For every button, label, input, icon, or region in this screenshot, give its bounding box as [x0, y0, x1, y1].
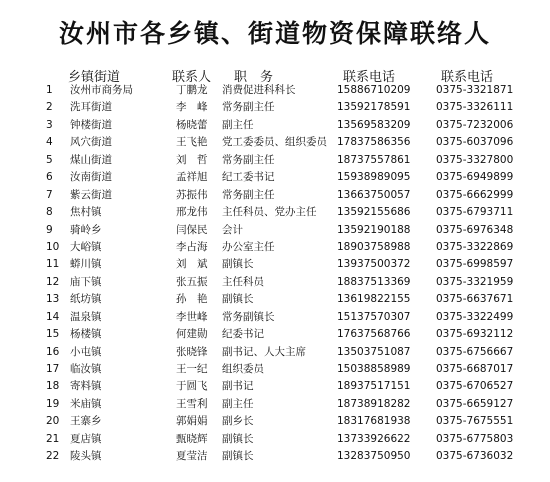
row-street: 寄料镇: [70, 380, 102, 393]
row-street: 纸坊镇: [70, 293, 102, 306]
row-phone: 0375-6976348: [436, 223, 514, 236]
row-mobile: 15886710209: [337, 84, 411, 96]
row-index: 16: [46, 345, 60, 358]
row-index: 13: [46, 293, 60, 306]
row-phone: 0375-3321871: [436, 84, 514, 96]
row-street: 温泉镇: [70, 310, 102, 323]
row-index: 14: [46, 310, 60, 323]
row-phone: 0375-6775803: [436, 432, 514, 445]
row-mobile: 13592155686: [337, 206, 411, 219]
table-row: [0, 99, 550, 116]
row-role: 办公室主任: [222, 240, 275, 253]
row-phone: 0375-3327800: [436, 153, 514, 166]
row-mobile: 17637568766: [337, 328, 411, 341]
row-street: 庙下镇: [70, 275, 102, 288]
row-contact-name: 王雪利: [176, 397, 208, 410]
row-contact-name: 李世峰: [176, 310, 208, 323]
contact-table-body: [0, 82, 550, 466]
table-row: [0, 204, 550, 221]
row-role: 主任科员: [222, 275, 264, 288]
row-phone: 0375-6659127: [436, 397, 514, 410]
row-phone: 0375-6998597: [436, 258, 514, 271]
row-phone: 0375-6756667: [436, 345, 514, 358]
row-street: 焦村镇: [70, 206, 102, 219]
table-row: [0, 152, 550, 169]
row-contact-name: 张晓锋: [176, 345, 208, 358]
row-role: 主任科员、党办主任: [222, 206, 317, 219]
row-contact-name: 李占海: [176, 240, 208, 253]
row-phone: 0375-7232006: [436, 118, 514, 131]
table-row: [0, 448, 550, 465]
row-contact-name: 杨晓蕾: [176, 118, 208, 131]
row-index: 17: [46, 363, 60, 375]
row-index: 21: [46, 432, 60, 445]
row-street: 钟楼街道: [70, 118, 112, 131]
row-street: 骑岭乡: [70, 223, 102, 236]
table-row: [0, 344, 550, 361]
row-role: 纪工委书记: [222, 171, 275, 184]
table-row: [0, 222, 550, 239]
table-row: [0, 309, 550, 326]
page-title: 汝州市各乡镇、街道物资保障联络人: [58, 19, 491, 48]
table-row: [0, 134, 550, 151]
row-contact-name: 张五振: [176, 275, 208, 288]
row-role: 副镇长: [222, 432, 254, 445]
row-index: 19: [46, 397, 60, 410]
row-contact-name: 夏莹洁: [176, 450, 208, 463]
row-street: 汝州市商务局: [70, 84, 133, 96]
row-index: 18: [46, 380, 60, 393]
row-role: 副书记: [222, 380, 254, 393]
table-row: [0, 396, 550, 413]
row-phone: 0375-3321959: [436, 275, 514, 288]
row-index: 6: [46, 171, 53, 184]
row-index: 22: [46, 450, 60, 463]
row-mobile: 13663750057: [337, 188, 411, 201]
row-street: 煤山街道: [70, 153, 112, 166]
header-contact: 联系人: [172, 70, 212, 85]
table-row: [0, 378, 550, 395]
row-street: 风穴街道: [70, 136, 112, 149]
row-contact-name: 丁鹏龙: [176, 84, 208, 96]
row-street: 小屯镇: [70, 345, 102, 358]
row-index: 11: [46, 258, 60, 271]
row-contact-name: 甄晓辉: [176, 432, 208, 445]
header-role: 职 务: [234, 70, 274, 85]
row-phone: 0375-6736032: [436, 450, 514, 463]
row-role: 消费促进科科长: [222, 84, 296, 96]
row-phone: 0375-3326111: [436, 101, 514, 114]
row-contact-name: 郭娟娟: [176, 415, 208, 428]
header-street: 乡镇街道: [68, 70, 121, 85]
row-contact-name: 闫保民: [176, 223, 208, 236]
row-contact-name: 邢龙伟: [176, 206, 208, 219]
row-mobile: 15938989095: [337, 171, 411, 184]
row-role: 常务副主任: [222, 153, 275, 166]
row-phone: 0375-7675551: [436, 415, 514, 428]
row-street: 夏店镇: [70, 432, 102, 445]
row-mobile: 18903758988: [337, 240, 411, 253]
row-mobile: 13592190188: [337, 223, 411, 236]
row-index: 5: [46, 153, 53, 166]
row-contact-name: 于圆飞: [176, 380, 208, 393]
row-phone: 0375-3322499: [436, 310, 514, 323]
row-index: 10: [46, 240, 60, 253]
row-contact-name: 孟祥旭: [176, 171, 208, 184]
row-mobile: 13733926622: [337, 432, 411, 445]
table-row: [0, 239, 550, 256]
row-index: 12: [46, 275, 60, 288]
row-role: 常务副主任: [222, 188, 275, 201]
row-phone: 0375-6662999: [436, 188, 514, 201]
row-index: 3: [46, 118, 53, 131]
row-role: 副主任: [222, 397, 254, 410]
row-role: 副乡长: [222, 415, 254, 428]
row-index: 4: [46, 136, 53, 149]
row-contact-name: 刘 哲: [176, 153, 208, 166]
row-phone: 0375-3322869: [436, 240, 514, 253]
row-role: 副镇长: [222, 450, 254, 463]
row-mobile: 13569583209: [337, 118, 411, 131]
row-index: 2: [46, 101, 53, 114]
row-index: 8: [46, 206, 53, 219]
row-role: 组织委员: [222, 363, 264, 375]
row-contact-name: 苏振伟: [176, 188, 208, 201]
table-row: [0, 326, 550, 343]
row-role: 党工委委员、组织委员: [222, 136, 327, 149]
row-contact-name: 孙 艳: [176, 293, 208, 306]
row-phone: 0375-6793711: [436, 206, 514, 219]
row-mobile: 13619822155: [337, 293, 411, 306]
header-mobile: 联系电话: [343, 70, 396, 85]
table-row: [0, 291, 550, 308]
row-mobile: 13503751087: [337, 345, 411, 358]
row-contact-name: 李 峰: [176, 101, 208, 114]
row-mobile: 13592178591: [337, 101, 411, 114]
row-mobile: 18738918282: [337, 397, 411, 410]
row-mobile: 15038858989: [337, 363, 411, 375]
row-street: 米庙镇: [70, 397, 102, 410]
row-role: 副镇长: [222, 258, 254, 271]
row-index: 1: [46, 84, 53, 96]
row-mobile: 18937517151: [337, 380, 411, 393]
table-row: [0, 169, 550, 186]
row-mobile: 15137570307: [337, 310, 411, 323]
row-street: 陵头镇: [70, 450, 102, 463]
row-phone: 0375-6637671: [436, 293, 514, 306]
row-street: 汝南街道: [70, 171, 112, 184]
table-row: [0, 274, 550, 291]
row-index: 7: [46, 188, 53, 201]
row-role: 副镇长: [222, 293, 254, 306]
row-index: 15: [46, 328, 60, 341]
table-row: [0, 431, 550, 448]
row-mobile: 18837513369: [337, 275, 411, 288]
row-street: 洗耳街道: [70, 101, 112, 114]
row-contact-name: 何建勋: [176, 328, 208, 341]
row-phone: 0375-6706527: [436, 380, 514, 393]
row-street: 杨楼镇: [70, 328, 102, 341]
row-phone: 0375-6949899: [436, 171, 514, 184]
row-street: 大峪镇: [70, 240, 102, 253]
row-role: 常务副主任: [222, 101, 275, 114]
row-index: 20: [46, 415, 60, 428]
row-contact-name: 王一纪: [176, 363, 208, 375]
table-row: [0, 117, 550, 134]
row-contact-name: 王飞艳: [176, 136, 208, 149]
row-mobile: 17837586356: [337, 136, 411, 149]
row-contact-name: 刘 斌: [176, 258, 208, 271]
row-role: 副主任: [222, 118, 254, 131]
row-mobile: 18737557861: [337, 153, 411, 166]
row-mobile: 13283750950: [337, 450, 411, 463]
row-street: 紫云街道: [70, 188, 112, 201]
header-phone: 联系电话: [441, 70, 494, 85]
table-row: [0, 82, 550, 99]
table-row: [0, 413, 550, 430]
row-street: 蟒川镇: [70, 258, 102, 271]
row-role: 会计: [222, 223, 243, 236]
row-role: 副书记、人大主席: [222, 345, 306, 358]
table-row: [0, 256, 550, 273]
row-index: 9: [46, 223, 53, 236]
row-mobile: 18317681938: [337, 415, 411, 428]
table-row: [0, 187, 550, 204]
row-role: 纪委书记: [222, 328, 264, 341]
row-phone: 0375-6932112: [436, 328, 514, 341]
row-phone: 0375-6687017: [436, 363, 514, 375]
row-mobile: 13937500372: [337, 258, 411, 271]
table-row: [0, 361, 550, 378]
row-phone: 0375-6037096: [436, 136, 514, 149]
row-role: 常务副镇长: [222, 310, 275, 323]
row-street: 临汝镇: [70, 363, 102, 375]
row-street: 王寨乡: [70, 415, 102, 428]
